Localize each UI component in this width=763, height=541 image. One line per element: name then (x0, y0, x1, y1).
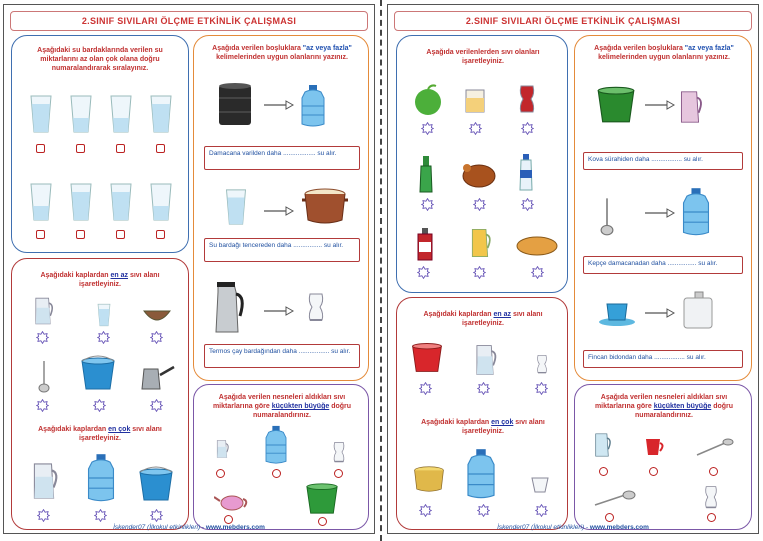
star-mark[interactable] (477, 382, 490, 395)
tea-glass-icon (517, 84, 537, 114)
glass-icon (28, 182, 54, 222)
fill-blanks-box (193, 35, 369, 381)
star-mark[interactable] (521, 198, 534, 211)
footer: İskender07 (İlkokul etkinlikleri) - www.mebders.com (497, 524, 649, 531)
fill-blank-3[interactable]: Termos çay bardağından daha ................. su alır. (204, 344, 360, 368)
star-mark[interactable] (36, 399, 49, 412)
star-mark[interactable] (37, 509, 50, 522)
number-box[interactable] (116, 230, 125, 239)
glass-icon (224, 188, 248, 226)
star-mark[interactable] (150, 331, 163, 344)
glass-icon (28, 94, 54, 134)
coffee-pot-icon (140, 363, 176, 391)
cup-icon (643, 435, 665, 457)
thermos-icon (208, 280, 246, 338)
number-circle[interactable] (272, 469, 281, 478)
order-box (193, 384, 369, 530)
water-jug-icon (463, 448, 499, 500)
star-mark[interactable] (477, 504, 490, 517)
star-mark[interactable] (94, 509, 107, 522)
arrow-icon (264, 206, 294, 216)
star-mark[interactable] (535, 382, 548, 395)
order-instruction: Aşağıda verilen nesneleri aldıkları sıvı miktarlarına göre küçükten büyüğe doğru numaralandırınız. (212, 394, 352, 419)
star-mark[interactable] (419, 382, 432, 395)
page-divider (380, 0, 382, 541)
star-mark[interactable] (421, 122, 434, 135)
glass-icon (148, 182, 174, 222)
star-mark[interactable] (93, 399, 106, 412)
jug-icon (471, 342, 499, 378)
star-mark[interactable] (535, 504, 548, 517)
least-most-box (396, 297, 568, 530)
tea-glass-icon (306, 292, 326, 322)
jug-icon (30, 295, 56, 327)
star-mark[interactable] (36, 331, 49, 344)
pot-icon (411, 462, 447, 496)
footer: İskender07 (İlkokul etkinlikleri) - www.mebders.com (113, 524, 265, 531)
water-jug-icon (679, 186, 713, 238)
arrow-icon (264, 100, 294, 110)
spoon-icon (695, 437, 735, 457)
water-jug-icon (298, 84, 328, 128)
bucket-icon (78, 355, 118, 391)
canister-icon (681, 290, 715, 330)
fill-blank-1[interactable]: Kova sürahiden daha ................. su alır. (583, 152, 743, 170)
pot-icon (300, 186, 350, 226)
bucket-icon (409, 340, 445, 374)
jug-icon (675, 88, 705, 126)
ladle-icon (597, 196, 617, 236)
glass-icon (330, 441, 348, 463)
arrow-icon (645, 100, 675, 110)
star-mark[interactable] (421, 198, 434, 211)
water-jug-icon (84, 453, 118, 503)
apple-icon (411, 84, 445, 116)
number-circle[interactable] (707, 513, 716, 522)
arrow-icon (645, 308, 675, 318)
fill-blank-1[interactable]: Damacana varilden daha .................. su alır. (204, 146, 360, 170)
glass-icon (108, 94, 134, 134)
least-instruction: Aşağıdaki kaplardan en az sıvı alanı işaretleyiniz. (40, 272, 160, 288)
order-box (574, 384, 752, 530)
star-mark[interactable] (473, 198, 486, 211)
least-most-box (11, 258, 189, 530)
jug-icon (28, 459, 60, 503)
bucket-icon (302, 481, 342, 515)
liquid-instruction: Aşağıda verilenlerden sıvı olanları işaretleyiniz. (426, 49, 540, 65)
arrow-icon (264, 306, 294, 316)
star-mark[interactable] (531, 266, 544, 279)
number-circle[interactable] (216, 469, 225, 478)
chicken-icon (459, 158, 499, 192)
fill-blank-2[interactable]: Su bardağı tencereden daha ................ su alır. (204, 238, 360, 262)
water-jug-icon (260, 425, 292, 465)
number-box[interactable] (36, 230, 45, 239)
star-mark[interactable] (417, 266, 430, 279)
number-box[interactable] (156, 144, 165, 153)
page-title: 2.SINIF SIVILARI ÖLÇME ETKİNLİK ÇALIŞMASI (10, 11, 368, 31)
sort-instruction: Aşağıdaki su bardaklarında verilen su miktarlarını az olan çok olana doğru numaralandırarak sıralayınız. (37, 47, 163, 72)
star-mark[interactable] (150, 509, 163, 522)
fill-blanks-box (574, 35, 752, 381)
number-circle[interactable] (605, 513, 614, 522)
tea-glass-icon (535, 354, 549, 374)
glass-icon (68, 94, 94, 134)
number-circle[interactable] (224, 515, 233, 524)
number-circle[interactable] (649, 467, 658, 476)
sort-glasses-box (11, 35, 189, 253)
page-title: 2.SINIF SIVILARI ÖLÇME ETKİNLİK ÇALIŞMASI (394, 11, 752, 31)
bowl-icon (142, 307, 172, 325)
number-box[interactable] (156, 230, 165, 239)
blanks-instruction: Aşağıda verilen boşluklara "az veya fazla" kelimelerinden uygun olanlarını yazınız. (594, 45, 734, 61)
ladle-icon (38, 359, 50, 393)
most-instruction: Aşağıdaki kaplardan en çok sıvı alanı işaretleyiniz. (421, 419, 545, 435)
worksheet-left (3, 4, 375, 534)
cup-icon (529, 474, 551, 494)
number-circle[interactable] (599, 467, 608, 476)
tea-glass-icon (214, 437, 230, 461)
water-bottle-icon (517, 152, 535, 192)
arrow-icon (645, 208, 675, 218)
order-instruction: Aşağıda verilen nesneleri aldıkları sıvı miktarlarına göre küçükten büyüğe doğru numaralandırınız. (594, 394, 734, 419)
blanks-instruction: Aşağıda verilen boşluklara "az veya fazla" kelimelerinden uygun olanlarını yazınız. (212, 45, 352, 61)
cup-icon (597, 298, 637, 328)
fill-blank-3[interactable]: Fincan bidondan daha ................. su alır. (583, 350, 743, 368)
teapot-icon (214, 491, 250, 511)
jug-icon (591, 431, 613, 459)
number-circle[interactable] (709, 467, 718, 476)
number-circle[interactable] (334, 469, 343, 478)
syrup-bottle-icon (415, 226, 435, 262)
barrel-icon (216, 82, 254, 128)
star-mark[interactable] (521, 122, 534, 135)
drink-icon (463, 84, 487, 114)
number-box[interactable] (36, 144, 45, 153)
number-box[interactable] (116, 144, 125, 153)
glass-icon (148, 94, 174, 134)
liquids-box (396, 35, 568, 293)
ladle-icon (593, 489, 637, 509)
star-mark[interactable] (97, 331, 110, 344)
bucket-icon (136, 465, 176, 503)
number-box[interactable] (76, 144, 85, 153)
star-mark[interactable] (473, 266, 486, 279)
bucket-icon (593, 84, 639, 124)
bread-icon (515, 234, 559, 256)
most-instruction: Aşağıdaki kaplardan en çok sıvı alanı işaretleyiniz. (38, 426, 162, 442)
glass-icon (94, 303, 114, 327)
glass-icon (108, 182, 134, 222)
bottle-icon (417, 154, 435, 194)
star-mark[interactable] (150, 399, 163, 412)
least-instruction: Aşağıdaki kaplardan en az sıvı alanı işaretleyiniz. (423, 311, 543, 327)
star-mark[interactable] (419, 504, 432, 517)
jug-icon (465, 226, 495, 260)
worksheet-right (387, 4, 759, 534)
star-mark[interactable] (469, 122, 482, 135)
number-box[interactable] (76, 230, 85, 239)
tea-glass-icon (703, 485, 719, 509)
fill-blank-2[interactable]: Kepçe damacanadan daha ................ su alır. (583, 256, 743, 274)
glass-icon (68, 182, 94, 222)
